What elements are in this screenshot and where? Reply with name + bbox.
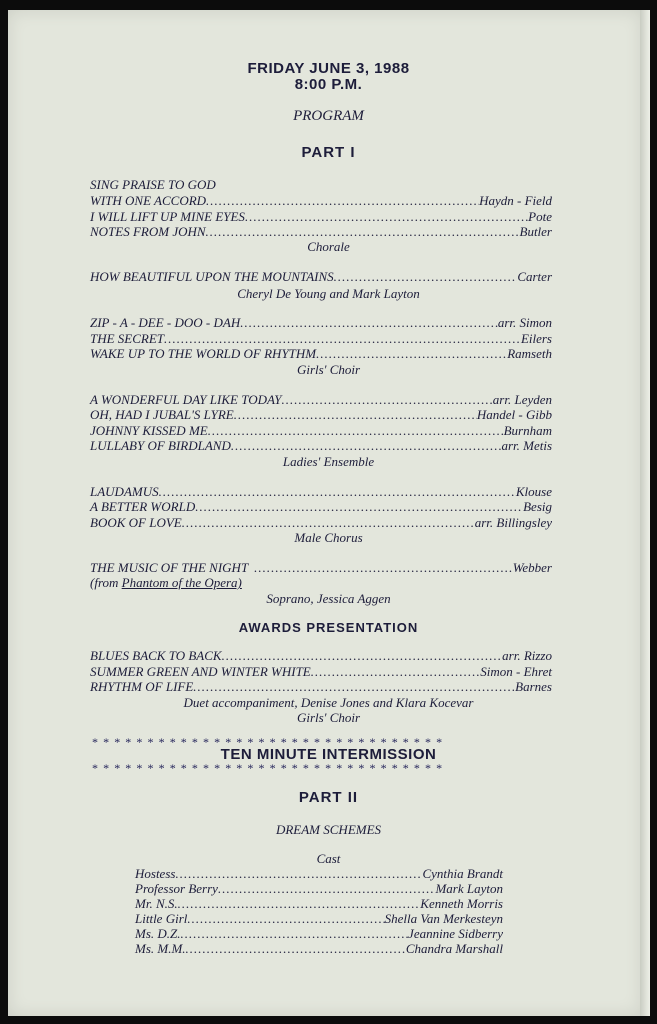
composer: Besig bbox=[523, 499, 552, 514]
piece-title: RHYTHM OF LIFE bbox=[90, 679, 194, 694]
cast-heading: Cast bbox=[316, 851, 341, 866]
part-one-heading: PART I bbox=[301, 144, 356, 161]
composer: Pote bbox=[528, 209, 552, 224]
program-title-line: SING PRAISE TO GOD bbox=[90, 177, 216, 192]
cast-row bbox=[135, 911, 503, 927]
composer: Handel - Gibb bbox=[476, 407, 552, 422]
intermission-heading: TEN MINUTE INTERMISSION bbox=[220, 746, 437, 763]
performer: Girls' Choir bbox=[296, 710, 361, 725]
cast-row bbox=[135, 866, 503, 882]
event-date: FRIDAY JUNE 3, 1988 bbox=[247, 60, 410, 77]
composer: Ramseth bbox=[507, 346, 552, 361]
role: Hostess bbox=[135, 866, 176, 881]
piece-title: HOW BEAUTIFUL UPON THE MOUNTAINS bbox=[90, 269, 334, 284]
composer: Eilers bbox=[520, 331, 552, 346]
play-title: DREAM SCHEMES bbox=[275, 822, 382, 837]
program-entry bbox=[90, 484, 552, 500]
role: Ms. D.Z. bbox=[135, 926, 181, 941]
program-entry bbox=[90, 560, 552, 576]
program-entry bbox=[90, 346, 552, 362]
actor: Chandra Marshall bbox=[405, 941, 503, 956]
program-entry bbox=[90, 499, 552, 515]
cast-row bbox=[135, 941, 503, 957]
performer: Girls' Choir bbox=[296, 362, 361, 377]
actor: Jeannine Sidberry bbox=[408, 926, 503, 941]
program-entry bbox=[90, 407, 552, 423]
composer: Carter bbox=[517, 269, 552, 284]
cast-row bbox=[135, 926, 503, 942]
piece-title: A BETTER WORLD bbox=[90, 499, 196, 514]
composer: arr. Billingsley bbox=[474, 515, 552, 530]
star-border-top: ******************************** bbox=[92, 735, 448, 749]
piece-title: JOHNNY KISSED ME bbox=[90, 423, 208, 438]
piece-title: LAUDAMUS bbox=[90, 484, 159, 499]
piece-title: THE SECRET bbox=[90, 331, 165, 346]
accompaniment-note: Duet accompaniment, Denise Jones and Klara Kocevar bbox=[183, 695, 474, 710]
composer: Klouse bbox=[515, 484, 552, 499]
performer: Soprano, Jessica Aggen bbox=[266, 591, 391, 606]
piece-title: I WILL LIFT UP MINE EYES bbox=[90, 209, 245, 224]
role: Little Girl bbox=[135, 911, 188, 926]
program-heading: PROGRAM bbox=[293, 108, 364, 124]
musical-title: Phantom of the Opera) bbox=[121, 575, 242, 590]
piece-title: SUMMER GREEN AND WINTER WHITE bbox=[90, 664, 311, 679]
composer: Haydn - Field bbox=[479, 193, 552, 208]
piece-title: BOOK OF LOVE bbox=[90, 515, 182, 530]
performer: Ladies' Ensemble bbox=[282, 454, 375, 469]
role: Mr. N.S. bbox=[135, 896, 178, 911]
composer: arr. Leyden bbox=[492, 392, 552, 407]
piece-title: BLUES BACK TO BACK bbox=[90, 648, 222, 663]
part-two-heading: PART II bbox=[298, 789, 359, 806]
program-entry bbox=[90, 438, 552, 454]
program-entry bbox=[90, 209, 552, 225]
program-entry bbox=[90, 392, 552, 408]
program-entry bbox=[90, 664, 552, 680]
actor: Shella Van Merkesteyn bbox=[384, 911, 503, 926]
program-entry bbox=[90, 331, 552, 347]
composer: arr. Metis bbox=[501, 438, 552, 453]
event-date-time bbox=[0, 61, 657, 93]
composer: Burnham bbox=[503, 423, 552, 438]
composer: Butler bbox=[519, 224, 552, 239]
composer: Simon - Ehret bbox=[480, 664, 552, 679]
piece-title: OH, HAD I JUBAL'S LYRE bbox=[90, 407, 234, 422]
program-entry bbox=[90, 679, 552, 695]
piece-title: ZIP - A - DEE - DOO - DAH bbox=[90, 315, 241, 330]
piece-title: A WONDERFUL DAY LIKE TODAY bbox=[90, 392, 282, 407]
piece-title: THE MUSIC OF THE NIGHT bbox=[90, 560, 249, 575]
performer: Cheryl De Young and Mark Layton bbox=[237, 286, 420, 301]
role: Ms. M.M. bbox=[135, 941, 186, 956]
program-entry bbox=[90, 515, 552, 531]
event-time: 8:00 P.M. bbox=[294, 76, 363, 93]
piece-title: LULLABY OF BIRDLAND bbox=[90, 438, 231, 453]
composer: arr. Simon bbox=[497, 315, 552, 330]
piece-title: NOTES FROM JOHN bbox=[90, 224, 206, 239]
actor: Cynthia Brandt bbox=[422, 866, 503, 881]
piece-title: WITH ONE ACCORD bbox=[90, 193, 207, 208]
role: Professor Berry bbox=[135, 881, 218, 896]
composer: Barnes bbox=[515, 679, 552, 694]
actor: Mark Layton bbox=[435, 881, 503, 896]
star-border-bottom: ******************************** bbox=[92, 761, 448, 775]
program-entry bbox=[90, 423, 552, 439]
composer: arr. Rizzo bbox=[502, 648, 552, 663]
program-entry bbox=[90, 315, 552, 331]
program-entry bbox=[90, 193, 552, 209]
source-note: (from Phantom of the Opera) bbox=[90, 575, 242, 590]
cast-row bbox=[135, 896, 503, 912]
awards-heading: AWARDS PRESENTATION bbox=[238, 620, 419, 635]
performer: Chorale bbox=[307, 239, 350, 254]
composer: Webber bbox=[512, 560, 552, 575]
performer: Male Chorus bbox=[294, 530, 363, 545]
program-entry bbox=[90, 224, 552, 240]
program-entry bbox=[90, 269, 552, 285]
actor: Kenneth Morris bbox=[420, 896, 503, 911]
cast-row bbox=[135, 881, 503, 897]
program-entry bbox=[90, 648, 552, 664]
piece-title: WAKE UP TO THE WORLD OF RHYTHM bbox=[90, 346, 317, 361]
